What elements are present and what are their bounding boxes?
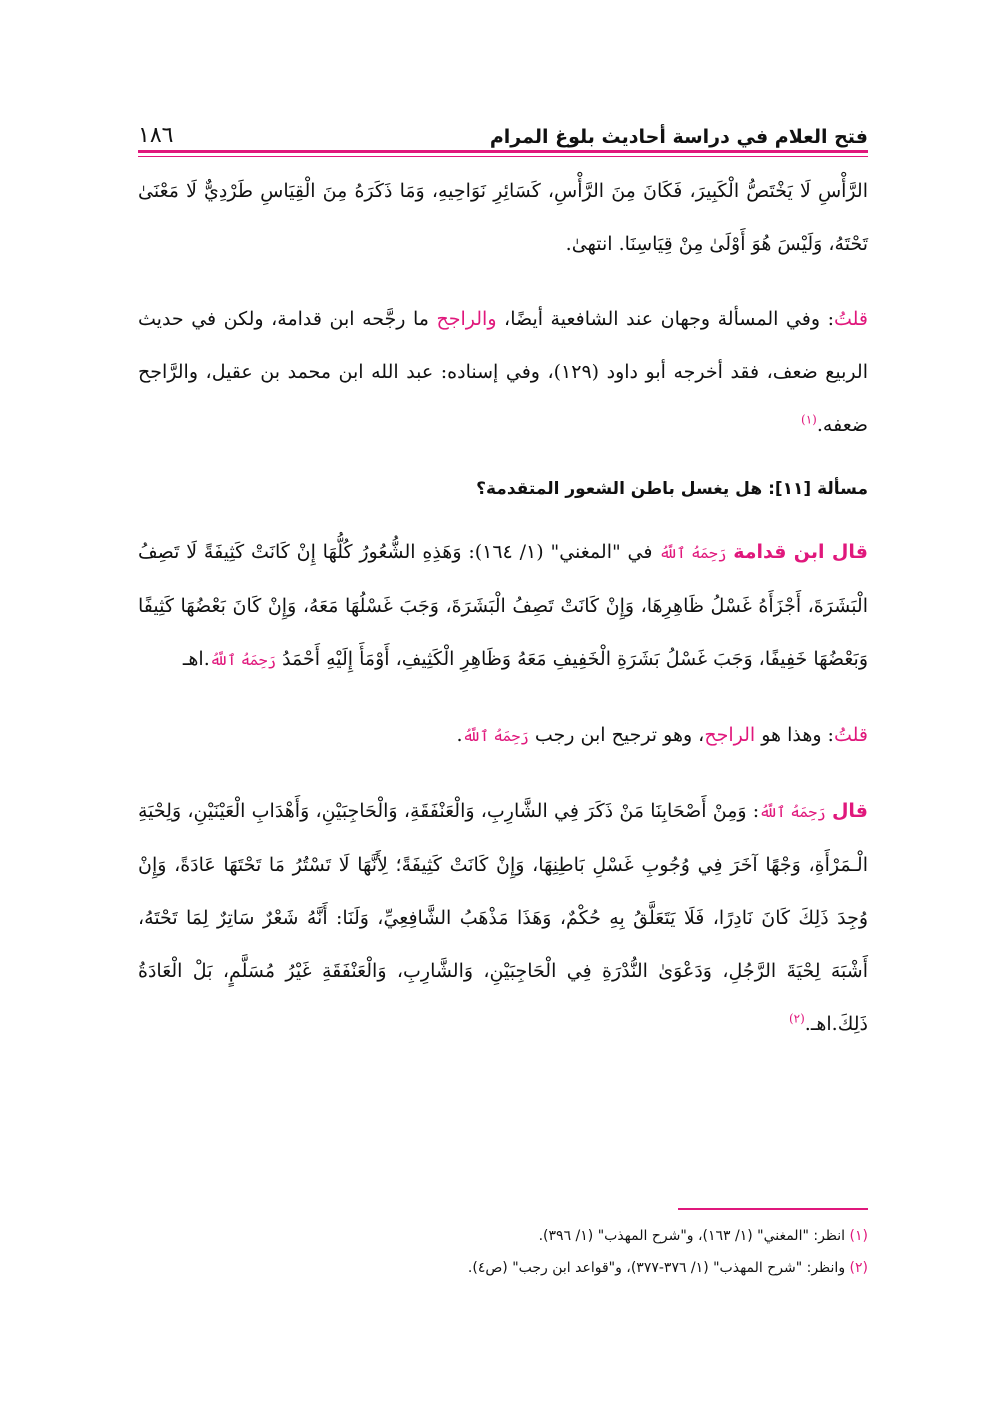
paragraph-5-text: : وَمِنْ أَصْحَابِنَا مَنْ ذَكَرَ فِي الشَّارِبِ، وَالْعَنْفَقَةِ، وَالْحَاجِبَيْنِ، وَأَهْدَابِ الْعَيْنَيْنِ، وَلِحْيَةِ الْـمَرْأَةِ، وَجْهًا آخَرَ فِي وُجُوبِ غَسْلِ بَاطِنِهَا، وَإِنْ كَانَتْ كَثِيفَةً؛ لِأَنَّهَا لَا تَسْتُرُ مَا تَحْتَهَا عَادَةً، وَإِنْ وُجِدَ ذَلِكَ كَانَ نَادِرًا، فَلَا يَتَعَلَّقُ بِهِ حُكْمٌ، وَهَذَا مَذْهَبُ الشَّافِعِيِّ، وَلَنَا: أَنَّهُ شَعْرٌ سَاتِرٌ لِمَا تَحْتَهُ، أَشْبَهَ لِحْيَةَ الرَّجُلِ، وَدَعْوَىٰ النُّدْرَةِ فِي الْحَاجِبَيْنِ، وَالشَّارِبِ، وَالْعَنْفَقَةِ غَيْرُ مُسَلَّمٍ، بَلْ الْعَادَةُ ذَلِكَ.اهـ. [138,800,868,1035]
paragraph-gap [138,452,868,466]
rajih-highlight: والراجح [436,308,497,330]
issue-heading-label: مسألة [١١]: [768,479,868,499]
paragraph-4-part2: ، وهو ترجيح ابن رجب [528,724,705,746]
footnote-separator [678,1208,868,1210]
footnote-1 [138,1220,868,1252]
qultu-label: قلتُ [833,724,868,746]
footnote-2 [138,1252,868,1284]
page-number: ١٨٦ [138,123,174,148]
footnote-1-number: (١) [849,1228,868,1244]
running-title: فتح العلام في دراسة أحاديث بلوغ المرام [489,126,868,148]
paragraph-3 [138,526,868,687]
body-text [138,165,868,1051]
paragraph-gap [138,763,868,785]
issue-heading [138,466,868,512]
paragraph-4 [138,709,868,763]
paragraph-gap [138,687,868,709]
header-rule-thin [138,156,868,157]
footnotes [138,1220,868,1284]
paragraph-2-part2: ما رجَّحه ابن قدامة، ولكن في حديث الربيع ضعف، فقد أخرجه أبو داود (١٢٩)، وفي إسناده: عبد الله ابن محمد بن عقيل، والرَّاجح ضعفه. [138,308,868,436]
honorific-rahimahullah: رَحِمَهُ ٱللَّهُ [759,803,826,821]
honorific-rahimahullah: رَحِمَهُ ٱللَّهُ [659,544,727,562]
paragraph-2 [138,293,868,452]
paragraph-4-part1: : وهذا هو [755,724,834,746]
paragraph-3-ending: .اهـ [182,648,210,670]
footnote-2-text: وانظر: "شرح المهذب" (١/ ٣٧٦-٣٧٧)، و"قواعد ابن رجب" (ص٤). [467,1260,850,1276]
page-header [138,112,868,148]
paragraph-gap [138,512,868,526]
paragraph-1-text: الرَّأْسِ لَا يَخْتَصُّ الْكَبِيرَ، فَكَانَ مِنَ الرَّأْسِ، كَسَائِرِ نَوَاحِيهِ، وَمَا ذَكَرَهُ مِنَ الْقِيَاسِ طَرْدِيٌّ لَا مَعْنَىٰ تَحْتَهُ، وَلَيْسَ هُوَ أَوْلَىٰ مِنْ قِيَاسِنَا. انتهىٰ. [138,180,868,255]
footnote-ref-1[interactable]: (١) [801,412,817,427]
honorific-rahimahullah: رَحِمَهُ ٱللَّهُ [209,651,277,669]
paragraph-gap [138,271,868,293]
footnote-ref-2[interactable]: (٢) [788,1011,805,1026]
speaker-label: قال [831,800,868,822]
paragraph-2-part1: : وفي المسألة وجهان عند الشافعية أيضًا، [496,308,834,330]
paragraph-5 [138,785,868,1051]
paragraph-1 [138,165,868,271]
paragraph-4-ending: . [456,724,463,746]
footnote-1-text: انظر: "المغني" (١/ ١٦٣)، و"شرح المهذب" (١/ ٣٩٦). [538,1228,850,1244]
honorific-rahimahullah: رَحِمَهُ ٱللَّهُ [462,727,529,745]
speaker-ibn-qudama: قال ابن قدامة [733,541,868,563]
paragraph-3-text: في "المغني" (١/ ١٦٤): وَهَذِهِ الشُّعُورُ كُلُّهَا إِنْ كَانَتْ كَثِيفَةً لَا تَصِفُ الْبَشَرَةَ، أَجْزَأَهُ غَسْلُ ظَاهِرِهَا، وَإِنْ كَانَتْ تَصِفُ الْبَشَرَةَ، وَجَبَ غَسْلُهَا مَعَهُ، وَإِنْ كَانَ بَعْضُهَا كَثِيفًا وَبَعْضُهَا خَفِيفًا، وَجَبَ غَسْلُ بَشَرَةِ الْخَفِيفِ مَعَهُ وَظَاهِرِ الْكَثِيفِ، أَوْمَأَ إِلَيْهِ أَحْمَدُ [138,541,868,670]
issue-heading-text: هل يغسل باطن الشعور المتقدمة؟ [476,479,769,499]
qultu-label: قلتُ [833,308,868,330]
header-rule-thick [138,150,868,153]
footnote-2-number: (٢) [849,1260,868,1276]
rajih-highlight: الراجح [704,724,756,746]
